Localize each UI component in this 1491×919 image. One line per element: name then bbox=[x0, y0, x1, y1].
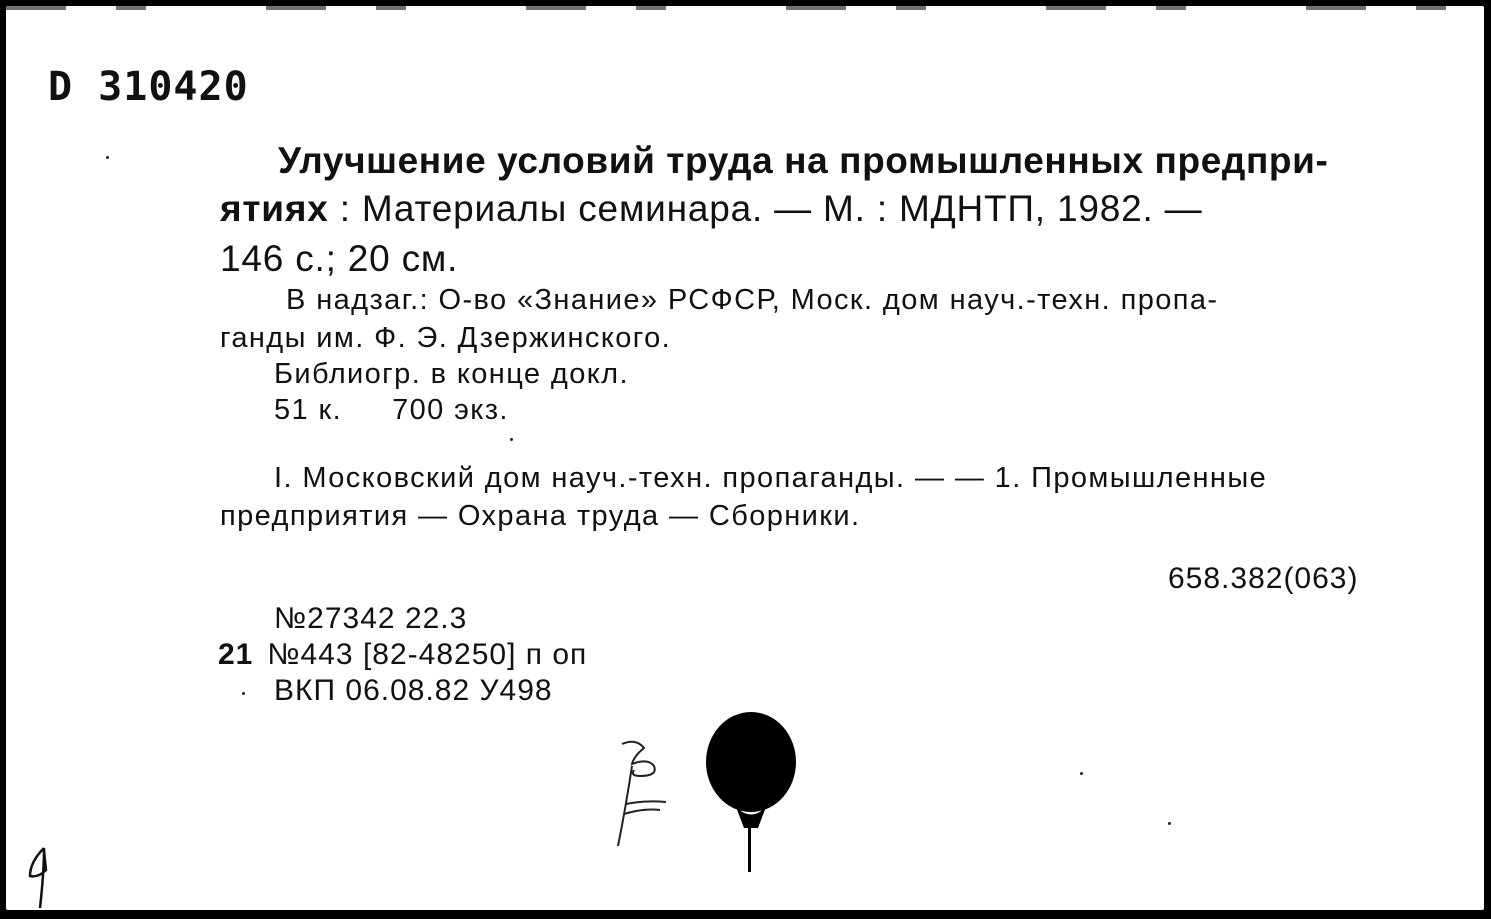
title-line-1: Улучшение условий труда на промышленных предпри- bbox=[278, 140, 1329, 181]
meta-line-3: ВКП 06.08.82 У498 bbox=[274, 674, 553, 707]
udc-classification: 658.382(063) bbox=[1168, 562, 1359, 595]
price: 51 к. bbox=[274, 394, 343, 426]
title-line-2-rest: : Материалы семинара. — М. : МДНТП, 1982. — bbox=[328, 188, 1203, 229]
scan-speck bbox=[1168, 822, 1171, 825]
scan-speck bbox=[1080, 772, 1083, 775]
tracings-line-1: I. Московский дом науч.-техн. пропаганды. — — 1. Промышленные bbox=[274, 462, 1268, 494]
copies: 700 экз. bbox=[392, 394, 509, 426]
handwritten-mark bbox=[610, 732, 680, 852]
handwritten-number bbox=[26, 844, 56, 910]
tracings-line-2: предприятия — Охрана труда — Сборники. bbox=[220, 500, 861, 532]
meta-line-2-number: 21 bbox=[218, 638, 254, 671]
note-line-2: ганды им. Ф. Э. Дзержинского. bbox=[220, 322, 672, 354]
note-line-1: В надзаг.: О-во «Знание» РСФСР, Моск. дом науч.-техн. пропа- bbox=[286, 284, 1219, 316]
punch-hole bbox=[706, 712, 802, 882]
title-line-3: 146 с.; 20 см. bbox=[220, 238, 459, 279]
meta-line-2 bbox=[218, 638, 587, 672]
scan-edge-artifact bbox=[6, 6, 1484, 10]
call-number: D 310420 bbox=[48, 64, 249, 110]
meta-line-2-rest: №443 [82-48250] п оп bbox=[267, 638, 588, 671]
title-line-2 bbox=[220, 188, 1202, 230]
price-and-copies bbox=[274, 394, 509, 427]
scan-speck bbox=[510, 438, 513, 441]
bibliography-note: Библиогр. в конце докл. bbox=[274, 358, 629, 390]
title-line-2-bold: ятиях bbox=[220, 188, 329, 229]
scan-speck bbox=[242, 692, 245, 695]
catalog-card bbox=[6, 6, 1484, 910]
scan-speck bbox=[106, 156, 109, 159]
meta-line-1: №27342 22.3 bbox=[274, 602, 468, 635]
